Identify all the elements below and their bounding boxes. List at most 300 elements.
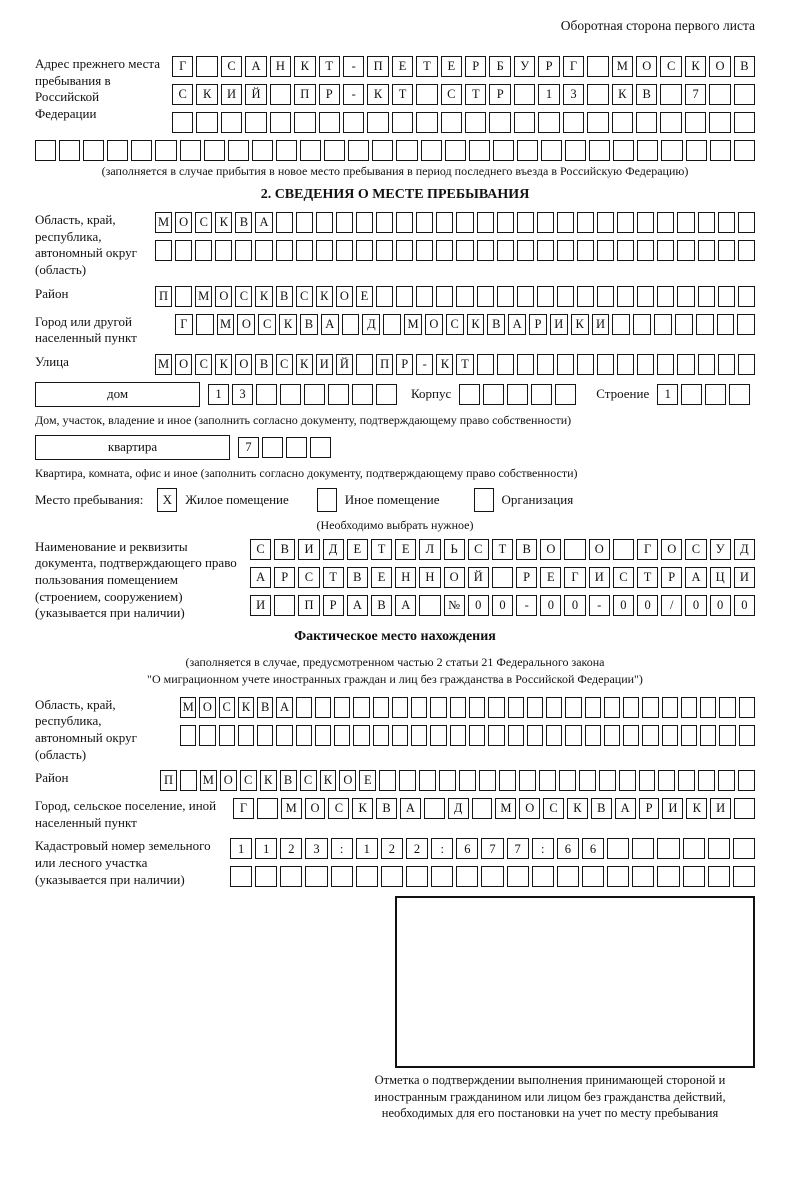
char-box — [681, 697, 697, 718]
char-box: Т — [323, 567, 344, 588]
char-box: 1 — [538, 84, 559, 105]
char-box: В — [636, 84, 657, 105]
char-box: С — [172, 84, 193, 105]
char-box — [577, 240, 594, 261]
char-box: 1 — [255, 838, 277, 859]
char-box — [642, 725, 658, 746]
char-box: О — [589, 539, 610, 560]
char-box — [280, 866, 302, 887]
char-box: С — [468, 539, 489, 560]
char-box — [557, 212, 574, 233]
char-box: С — [296, 286, 313, 307]
char-box: М — [404, 314, 422, 335]
char-box — [373, 725, 389, 746]
char-box: О — [305, 798, 326, 819]
char-box — [276, 212, 293, 233]
char-box — [677, 212, 694, 233]
char-box — [336, 240, 353, 261]
document-row-1 — [250, 539, 755, 560]
char-box: В — [280, 770, 297, 791]
char-box — [255, 866, 277, 887]
char-box — [296, 725, 312, 746]
char-box: Р — [529, 314, 547, 335]
char-box: 1 — [356, 838, 378, 859]
char-box: С — [221, 56, 242, 77]
char-box: П — [367, 56, 388, 77]
char-box — [532, 866, 554, 887]
char-box — [719, 725, 735, 746]
char-box: В — [235, 212, 252, 233]
char-box: В — [734, 56, 755, 77]
char-box: К — [685, 56, 706, 77]
char-box — [294, 112, 315, 133]
row-kvartira — [35, 435, 755, 460]
char-box — [356, 240, 373, 261]
char-box — [661, 140, 682, 161]
char-box: С — [300, 770, 317, 791]
field-ulitsa — [35, 354, 755, 375]
char-box — [514, 112, 535, 133]
char-box: 6 — [456, 838, 478, 859]
prev-address-row-4 — [35, 140, 755, 161]
char-box — [527, 725, 543, 746]
char-box — [585, 697, 601, 718]
char-box — [488, 725, 504, 746]
char-box — [376, 286, 393, 307]
char-box — [469, 140, 490, 161]
char-box — [419, 770, 436, 791]
char-box — [477, 286, 494, 307]
rayon-row — [155, 286, 755, 307]
char-box: Н — [395, 567, 416, 588]
stay-type-note: (Необходимо выбрать нужное) — [316, 517, 474, 532]
char-box — [681, 725, 697, 746]
char-box: И — [662, 798, 683, 819]
char-box: 0 — [637, 595, 658, 616]
kvartira-cells — [238, 437, 331, 458]
char-box — [392, 697, 408, 718]
char-box — [195, 240, 212, 261]
char-box: К — [294, 56, 315, 77]
confirmation-stamp-box — [395, 896, 755, 1068]
char-box — [296, 240, 313, 261]
char-box — [396, 240, 413, 261]
korpus-label: Корпус — [411, 386, 452, 402]
char-box — [456, 866, 478, 887]
char-box — [436, 212, 453, 233]
char-box — [316, 240, 333, 261]
char-box — [733, 866, 755, 887]
section2-title: 2. СВЕДЕНИЯ О МЕСТЕ ПРЕБЫВАНИЯ — [260, 187, 530, 202]
char-box — [372, 140, 393, 161]
actual-location-caption — [35, 654, 755, 689]
char-box — [537, 212, 554, 233]
char-box: Т — [456, 354, 473, 375]
row-stay-type — [35, 488, 755, 512]
char-box — [256, 384, 277, 405]
char-box: Б — [489, 56, 510, 77]
char-box: Е — [347, 539, 368, 560]
char-box — [517, 140, 538, 161]
char-box: М — [495, 798, 516, 819]
char-box — [459, 770, 476, 791]
char-box — [519, 770, 536, 791]
char-box: 2 — [280, 838, 302, 859]
gorod-row — [175, 314, 755, 335]
char-box — [257, 798, 278, 819]
char-box — [662, 725, 678, 746]
char-box — [416, 286, 433, 307]
char-box — [450, 725, 466, 746]
char-box: Р — [661, 567, 682, 588]
char-box — [557, 354, 574, 375]
char-box: О — [519, 798, 540, 819]
char-box — [416, 112, 437, 133]
char-box — [107, 140, 128, 161]
char-box — [612, 314, 630, 335]
char-box — [564, 539, 585, 560]
char-box: П — [298, 595, 319, 616]
char-box: О — [339, 770, 356, 791]
char-box: М — [281, 798, 302, 819]
char-box — [430, 725, 446, 746]
char-box — [607, 866, 629, 887]
char-box — [324, 140, 345, 161]
char-box — [175, 240, 192, 261]
stay-type-label: Место пребывания: — [35, 491, 144, 507]
char-box — [319, 112, 340, 133]
char-box — [488, 697, 504, 718]
char-box: Р — [319, 84, 340, 105]
char-box: С — [298, 567, 319, 588]
char-box: М — [180, 697, 196, 718]
char-box: Г — [172, 56, 193, 77]
char-box: С — [660, 56, 681, 77]
char-box — [538, 112, 559, 133]
char-box — [729, 384, 750, 405]
char-box: К — [296, 354, 313, 375]
field-kadastr — [35, 838, 755, 888]
char-box — [657, 286, 674, 307]
char-box — [353, 697, 369, 718]
char-box: К — [316, 286, 333, 307]
char-box — [681, 384, 702, 405]
char-box — [334, 697, 350, 718]
char-box: О — [636, 56, 657, 77]
char-box — [734, 798, 755, 819]
char-box — [238, 725, 254, 746]
char-box — [619, 770, 636, 791]
char-box — [738, 354, 755, 375]
char-box — [677, 240, 694, 261]
char-box — [708, 866, 730, 887]
char-box: М — [155, 354, 172, 375]
char-box — [733, 838, 755, 859]
char-box — [456, 212, 473, 233]
char-box — [155, 240, 172, 261]
char-box — [257, 725, 273, 746]
char-box — [698, 212, 715, 233]
char-box: 6 — [557, 838, 579, 859]
char-box: А — [276, 697, 292, 718]
char-box — [508, 725, 524, 746]
char-box — [559, 770, 576, 791]
char-box: 2 — [381, 838, 403, 859]
char-box: Р — [274, 567, 295, 588]
char-box — [196, 314, 214, 335]
char-box: Т — [319, 56, 340, 77]
char-box: А — [395, 595, 416, 616]
char-box: С — [250, 539, 271, 560]
char-box — [683, 838, 705, 859]
char-box — [718, 770, 735, 791]
char-box: К — [215, 354, 232, 375]
char-box — [416, 84, 437, 105]
char-box: В — [255, 354, 272, 375]
char-box: 3 — [563, 84, 584, 105]
char-box: Е — [359, 770, 376, 791]
char-box — [738, 212, 755, 233]
char-box: Р — [323, 595, 344, 616]
char-box — [700, 725, 716, 746]
char-box: В — [516, 539, 537, 560]
ulitsa-label: Улица — [35, 353, 69, 369]
char-box — [683, 866, 705, 887]
char-box — [196, 56, 217, 77]
char-box — [517, 286, 534, 307]
char-box — [175, 286, 192, 307]
char-box — [709, 84, 730, 105]
char-box — [737, 314, 755, 335]
char-box — [662, 697, 678, 718]
char-box: И — [298, 539, 319, 560]
ulitsa-row — [155, 354, 755, 375]
char-box: : — [331, 838, 353, 859]
char-box: Д — [362, 314, 380, 335]
fact-rayon-row — [160, 770, 755, 791]
char-box: П — [160, 770, 177, 791]
char-box — [315, 725, 331, 746]
char-box — [469, 697, 485, 718]
char-box — [356, 354, 373, 375]
char-box: Е — [392, 56, 413, 77]
char-box — [565, 140, 586, 161]
char-box: О — [709, 56, 730, 77]
char-box: Д — [323, 539, 344, 560]
char-box — [589, 140, 610, 161]
char-box — [698, 354, 715, 375]
char-box — [296, 212, 313, 233]
char-box: С — [613, 567, 634, 588]
char-box — [557, 240, 574, 261]
char-box — [477, 354, 494, 375]
char-box: 0 — [564, 595, 585, 616]
char-box — [439, 770, 456, 791]
char-box — [255, 240, 272, 261]
char-box: Р — [489, 84, 510, 105]
char-box — [637, 140, 658, 161]
char-box — [541, 140, 562, 161]
char-box — [497, 354, 514, 375]
char-box — [617, 240, 634, 261]
char-box: Л — [419, 539, 440, 560]
char-box — [710, 140, 731, 161]
char-box — [180, 725, 196, 746]
char-box — [276, 240, 293, 261]
char-box — [612, 112, 633, 133]
char-box — [419, 595, 440, 616]
kvartira-widebox: квартира — [35, 435, 230, 460]
char-box: У — [514, 56, 535, 77]
checkbox-organizatsiya — [474, 488, 494, 512]
char-box: Р — [516, 567, 537, 588]
char-box — [497, 240, 514, 261]
char-box — [421, 140, 442, 161]
oblast-row-2 — [155, 240, 755, 261]
char-box: Т — [416, 56, 437, 77]
char-box — [587, 84, 608, 105]
char-box: 0 — [492, 595, 513, 616]
actual-location-caption-line2: "О миграционном учете иностранных граждан и лиц без гражданства в Российской Федерации") — [147, 672, 643, 687]
char-box — [300, 140, 321, 161]
char-box — [636, 112, 657, 133]
char-box — [577, 286, 594, 307]
char-box — [657, 212, 674, 233]
fact-rayon-label: Район — [35, 770, 69, 786]
char-box — [517, 354, 534, 375]
dom-caption: Дом, участок, владение и иное (заполнить согласно документу, подтверждающему право собственности) — [35, 412, 572, 427]
char-box — [705, 384, 726, 405]
char-box: Т — [465, 84, 486, 105]
char-box: К — [279, 314, 297, 335]
char-box — [675, 314, 693, 335]
char-box: С — [276, 354, 293, 375]
field-fact-rayon — [35, 770, 755, 791]
char-box — [59, 140, 80, 161]
char-box: Н — [270, 56, 291, 77]
char-box — [709, 112, 730, 133]
prev-address-row-1 — [172, 56, 755, 77]
char-box — [642, 697, 658, 718]
char-box: Г — [233, 798, 254, 819]
char-box — [514, 84, 535, 105]
char-box: Т — [392, 84, 413, 105]
char-box: О — [237, 314, 255, 335]
char-box — [472, 798, 493, 819]
char-box — [739, 725, 755, 746]
char-box — [657, 354, 674, 375]
char-box: О — [220, 770, 237, 791]
char-box: 3 — [232, 384, 253, 405]
char-box — [441, 112, 462, 133]
char-box: Р — [396, 354, 413, 375]
char-box — [399, 770, 416, 791]
char-box: 0 — [710, 595, 731, 616]
char-box — [738, 770, 755, 791]
char-box: Р — [538, 56, 559, 77]
char-box — [315, 697, 331, 718]
fact-gorod-row — [233, 798, 755, 819]
char-box — [336, 212, 353, 233]
gorod-label: Город или другой населенный пункт — [35, 313, 137, 346]
char-box — [493, 140, 514, 161]
char-box: М — [217, 314, 235, 335]
char-box — [489, 112, 510, 133]
char-box — [686, 140, 707, 161]
char-box — [738, 286, 755, 307]
char-box: Т — [492, 539, 513, 560]
char-box: 0 — [540, 595, 561, 616]
char-box: О — [175, 354, 192, 375]
char-box: К — [196, 84, 217, 105]
char-box: 1 — [230, 838, 252, 859]
char-box: Ц — [710, 567, 731, 588]
char-box: Й — [468, 567, 489, 588]
row-dom — [35, 382, 755, 407]
char-box — [617, 354, 634, 375]
char-box — [657, 240, 674, 261]
char-box — [270, 84, 291, 105]
char-box — [633, 314, 651, 335]
char-box — [334, 725, 350, 746]
char-box: Е — [371, 567, 392, 588]
char-box: Й — [245, 84, 266, 105]
char-box: Р — [465, 56, 486, 77]
char-box — [563, 112, 584, 133]
char-box: М — [200, 770, 217, 791]
char-box — [678, 770, 695, 791]
char-box — [396, 212, 413, 233]
char-box: В — [274, 539, 295, 560]
char-box — [719, 697, 735, 718]
prev-address-caption: (заполняется в случае прибытия в новое место пребывания в период последнего въезда в Российскую Федерацию) — [101, 164, 689, 178]
char-box — [367, 112, 388, 133]
char-box — [430, 697, 446, 718]
char-box — [465, 112, 486, 133]
char-box — [597, 240, 614, 261]
char-box — [270, 112, 291, 133]
char-box: В — [376, 798, 397, 819]
char-box — [356, 866, 378, 887]
char-box — [507, 384, 528, 405]
char-box — [479, 770, 496, 791]
char-box — [353, 725, 369, 746]
char-box — [436, 286, 453, 307]
char-box: П — [294, 84, 315, 105]
char-box — [343, 112, 364, 133]
char-box: Е — [356, 286, 373, 307]
side-note: Оборотная сторона первого листа — [560, 18, 755, 33]
char-box: И — [710, 798, 731, 819]
document-row-2 — [250, 567, 755, 588]
char-box: И — [589, 567, 610, 588]
char-box — [585, 725, 601, 746]
korpus-cells — [459, 384, 576, 405]
dom-cells — [208, 384, 397, 405]
char-box — [597, 286, 614, 307]
char-box — [252, 140, 273, 161]
char-box — [219, 725, 235, 746]
char-box: К — [238, 697, 254, 718]
char-box — [459, 384, 480, 405]
oblast-label: Область, край, республика, автономный округ (область) — [35, 212, 137, 277]
char-box: К — [255, 286, 272, 307]
char-box: Г — [175, 314, 193, 335]
char-box: В — [487, 314, 505, 335]
char-box — [604, 725, 620, 746]
char-box — [492, 567, 513, 588]
char-box — [376, 240, 393, 261]
